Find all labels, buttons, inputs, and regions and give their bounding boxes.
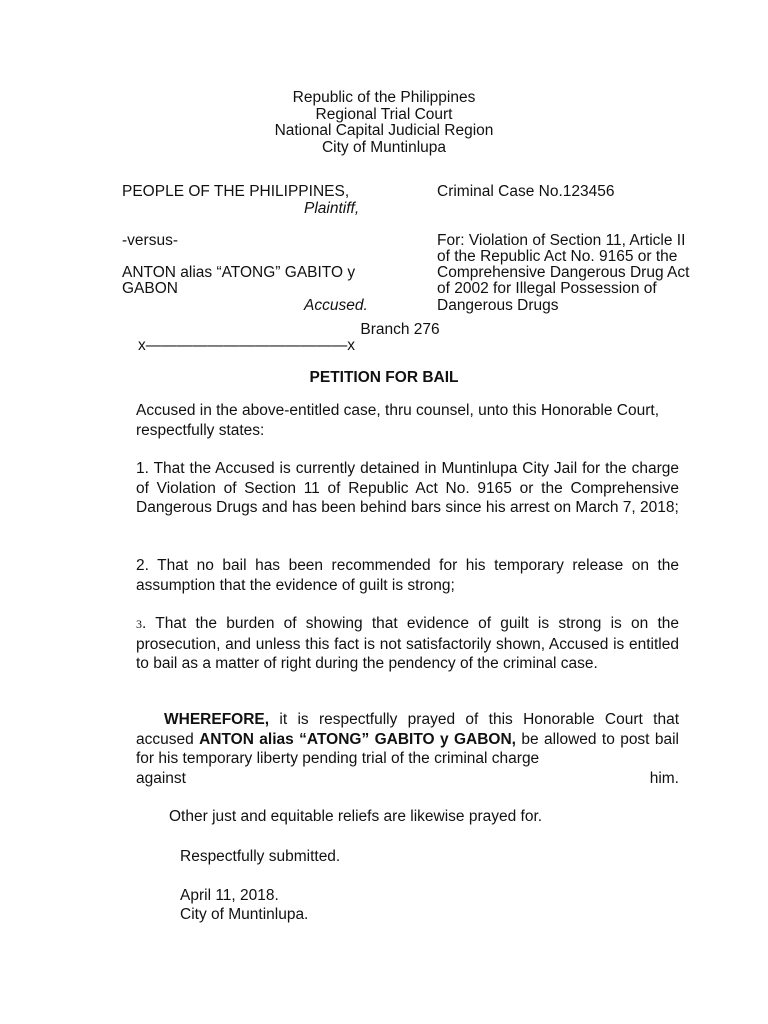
paragraph-3	[136, 614, 679, 674]
heading-republic: Republic of the Philippines	[292, 89, 476, 106]
charge-line-2: of the Republic Act No. 9165 or the	[437, 248, 678, 265]
paragraph-2: 2. That no bail has been recommended for his temporary release on the assumption that the evidence of guilt is strong;	[136, 557, 679, 594]
intro-paragraph: Accused in the above-entitled case, thru counsel, unto this Honorable Court, respectfully states:	[136, 402, 660, 439]
signature-date: April 11, 2018.	[180, 887, 279, 904]
paragraph-3-number: 3	[136, 617, 142, 631]
wherefore-text-1: it is respectfully prayed of this Honorable Court that accused	[136, 711, 679, 748]
versus-label: -versus-	[122, 232, 178, 249]
case-number: Criminal Case No.123456	[437, 183, 615, 200]
branch-label: Branch 276	[360, 321, 440, 338]
heading-city: City of Muntinlupa	[321, 138, 447, 156]
plaintiff-role: Plaintiff,	[304, 200, 360, 217]
wherefore-lead: WHEREFORE,	[164, 711, 270, 728]
charge-line-3: Comprehensive Dangerous Drug Act	[437, 264, 690, 281]
wherefore-text-2: be allowed to post bail for his temporary liberty pending trial of the criminal charge	[136, 730, 679, 767]
wherefore-last-line	[136, 769, 679, 789]
plaintiff-name: PEOPLE OF THE PHILIPPINES,	[122, 183, 350, 200]
charge-line-5: Dangerous Drugs	[437, 297, 559, 314]
paragraph-1: 1. That the Accused is currently detained in Muntinlupa City Jail for the charge of Violation of Section 11 of Republic Act No. 9165 or the Comprehensive Dangerous Drugs and has been behind bars since his arrest on March 7, 2018;	[136, 460, 679, 516]
signature-place: City of Muntinlupa.	[180, 906, 309, 923]
accused-name-line1: ANTON alias “ATONG” GABITO y	[122, 264, 356, 281]
court-heading	[0, 90, 768, 156]
other-reliefs: Other just and equitable reliefs are likewise prayed for.	[169, 808, 543, 825]
accused-role: Accused.	[304, 297, 368, 314]
heading-region: National Capital Judicial Region	[274, 122, 494, 139]
wherefore-him: him.	[649, 769, 679, 787]
accused-name-bold: ANTON alias “ATONG” GABITO y GABON,	[199, 730, 516, 748]
charge-line-1: For: Violation of Section 11, Article II	[437, 232, 686, 249]
caption-separator: x—————————————x	[138, 337, 355, 354]
respectfully-submitted: Respectfully submitted.	[180, 848, 341, 865]
paragraph-3-text: . That the burden of showing that evidence of guilt is strong is on the prosecution, and unless this fact is not satisfactorily shown, Accused is entitled to bail as a matter of right during the pendency of the criminal case.	[136, 615, 679, 672]
accused-name-line2: GABON	[122, 280, 178, 297]
wherefore-paragraph	[136, 710, 679, 788]
document-title: PETITION FOR BAIL	[309, 369, 459, 386]
heading-court: Regional Trial Court	[315, 105, 453, 123]
charge-line-4: of 2002 for Illegal Possession of	[437, 280, 657, 297]
wherefore-against: against	[136, 769, 186, 787]
